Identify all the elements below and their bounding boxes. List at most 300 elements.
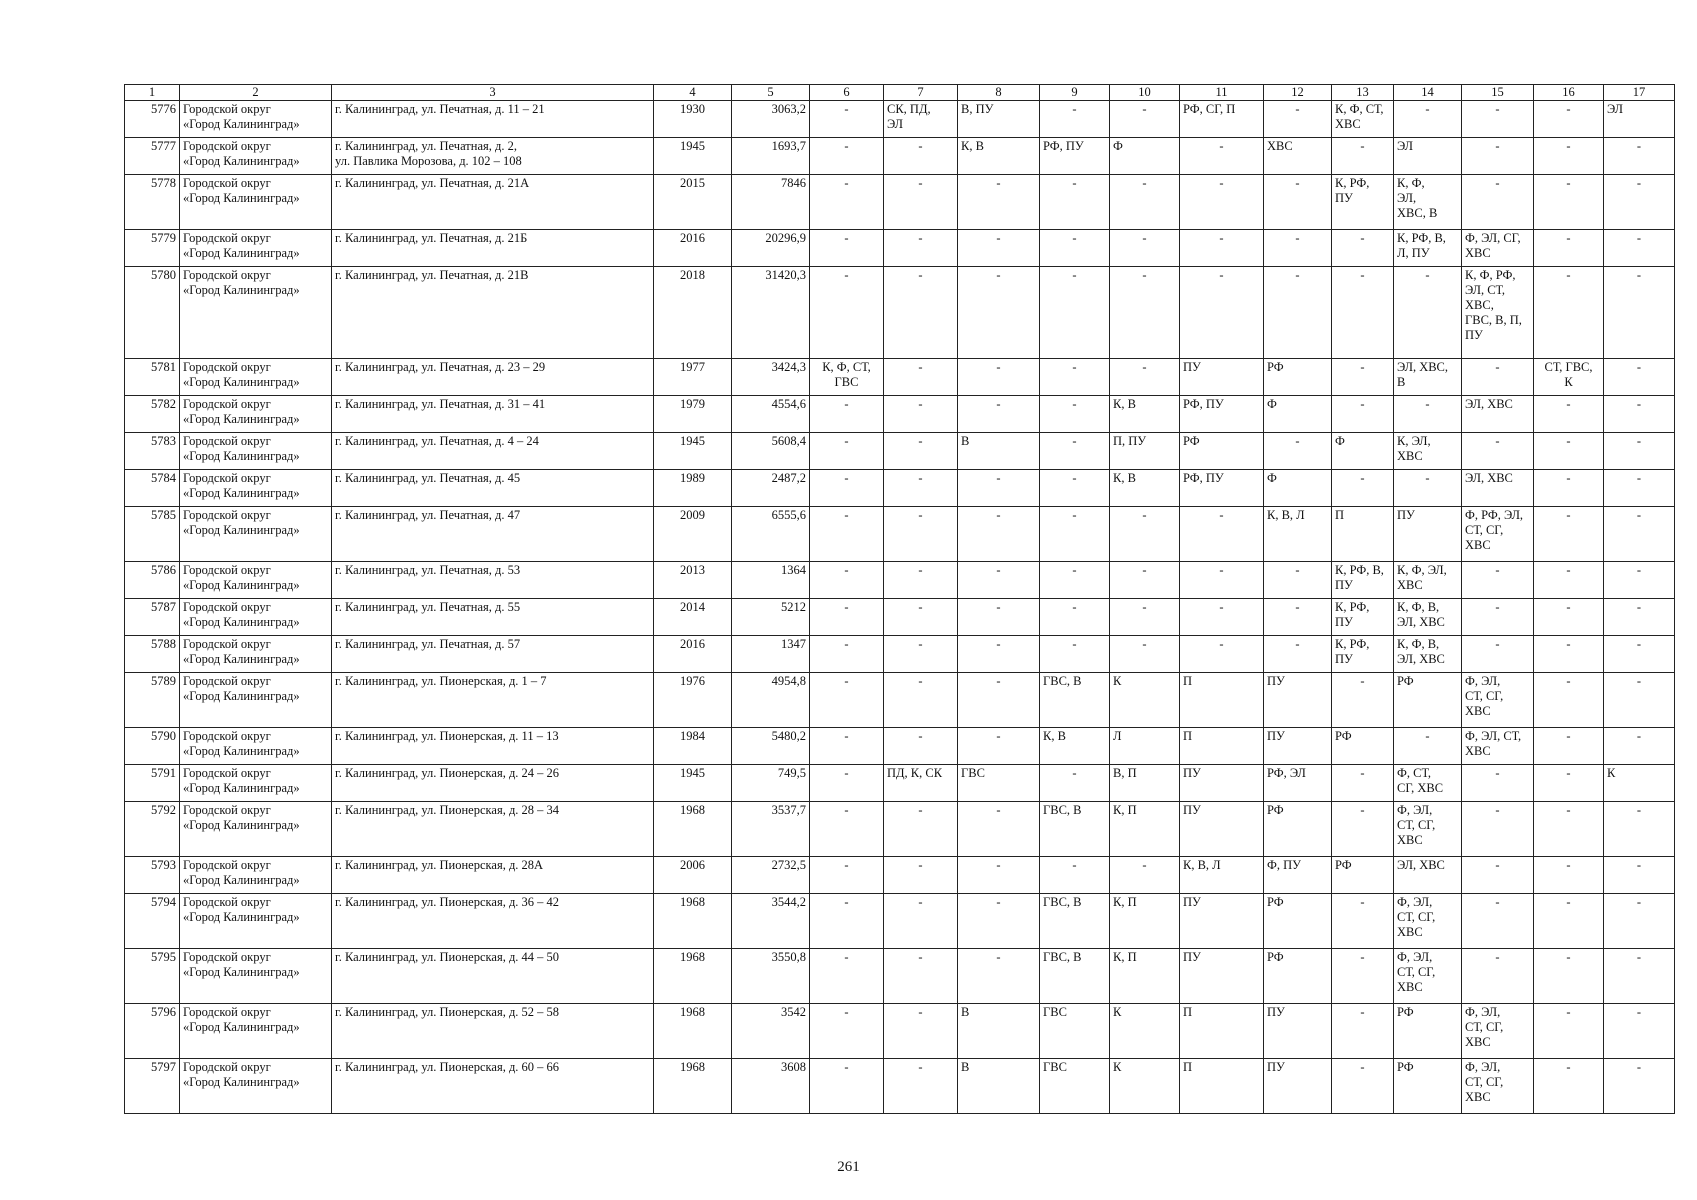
table-cell-col-17: - <box>1604 507 1675 562</box>
table-cell-col-12: - <box>1264 267 1332 359</box>
column-header-2: 2 <box>180 85 332 101</box>
table-cell-col-4: 1968 <box>654 949 732 1004</box>
table-cell-col-3: г. Калининград, ул. Печатная, д. 2, ул. Павлика Морозова, д. 102 – 108 <box>332 138 654 175</box>
table-cell-col-9: - <box>1040 599 1110 636</box>
table-cell-col-14: К, Ф, В, ЭЛ, ХВС <box>1394 599 1462 636</box>
table-row <box>125 433 1675 470</box>
table-cell-col-9: - <box>1040 636 1110 673</box>
table-cell-col-1: 5786 <box>125 562 180 599</box>
table-cell-col-12: - <box>1264 230 1332 267</box>
column-header-11: 11 <box>1180 85 1264 101</box>
table-cell-col-16: - <box>1534 267 1604 359</box>
table-cell-col-14: РФ <box>1394 1059 1462 1114</box>
table-cell-col-3: г. Калининград, ул. Пионерская, д. 60 – 66 <box>332 1059 654 1114</box>
table-cell-col-4: 2015 <box>654 175 732 230</box>
table-cell-col-9: - <box>1040 562 1110 599</box>
table-cell-col-14: ЭЛ, ХВС, В <box>1394 359 1462 396</box>
table-cell-col-10: - <box>1110 562 1180 599</box>
table-cell-col-1: 5777 <box>125 138 180 175</box>
table-cell-col-14: К, Ф, ЭЛ, ХВС, В <box>1394 175 1462 230</box>
table-cell-col-8: - <box>958 470 1040 507</box>
table-cell-col-6: - <box>810 433 884 470</box>
table-row <box>125 138 1675 175</box>
table-cell-col-7: - <box>884 267 958 359</box>
table-cell-col-16: - <box>1534 765 1604 802</box>
buildings-table <box>124 84 1675 1114</box>
table-cell-col-15: К, Ф, РФ, ЭЛ, СТ, ХВС, ГВС, В, П, ПУ <box>1462 267 1534 359</box>
table-cell-col-12: Ф, ПУ <box>1264 857 1332 894</box>
table-row <box>125 267 1675 359</box>
table-cell-col-2: Городской округ «Город Калининград» <box>180 1004 332 1059</box>
table-cell-col-9: - <box>1040 396 1110 433</box>
table-row <box>125 396 1675 433</box>
table-cell-col-1: 5779 <box>125 230 180 267</box>
table-row <box>125 765 1675 802</box>
table-cell-col-12: ПУ <box>1264 673 1332 728</box>
table-cell-col-15: ЭЛ, ХВС <box>1462 396 1534 433</box>
table-cell-col-1: 5784 <box>125 470 180 507</box>
table-cell-col-3: г. Калининград, ул. Печатная, д. 23 – 29 <box>332 359 654 396</box>
table-cell-col-15: - <box>1462 101 1534 138</box>
table-cell-col-1: 5790 <box>125 728 180 765</box>
table-cell-col-9: - <box>1040 175 1110 230</box>
table-cell-col-9: ГВС, В <box>1040 949 1110 1004</box>
table-cell-col-4: 2009 <box>654 507 732 562</box>
table-cell-col-9: ГВС, В <box>1040 673 1110 728</box>
table-cell-col-3: г. Калининград, ул. Пионерская, д. 11 – 13 <box>332 728 654 765</box>
table-cell-col-4: 2013 <box>654 562 732 599</box>
table-row <box>125 802 1675 857</box>
table-cell-col-14: - <box>1394 728 1462 765</box>
table-cell-col-16: - <box>1534 857 1604 894</box>
table-cell-col-9: К, В <box>1040 728 1110 765</box>
table-cell-col-15: - <box>1462 562 1534 599</box>
table-cell-col-5: 5608,4 <box>732 433 810 470</box>
table-cell-col-11: К, В, Л <box>1180 857 1264 894</box>
table-cell-col-2: Городской округ «Город Калининград» <box>180 728 332 765</box>
table-cell-col-5: 3550,8 <box>732 949 810 1004</box>
table-cell-col-7: - <box>884 1059 958 1114</box>
table-cell-col-14: - <box>1394 267 1462 359</box>
table-cell-col-13: К, Ф, СТ, ХВС <box>1332 101 1394 138</box>
table-cell-col-8: - <box>958 673 1040 728</box>
table-cell-col-5: 6555,6 <box>732 507 810 562</box>
table-row <box>125 894 1675 949</box>
table-cell-col-10: К, В <box>1110 470 1180 507</box>
table-cell-col-5: 2732,5 <box>732 857 810 894</box>
table-row <box>125 949 1675 1004</box>
table-cell-col-4: 1968 <box>654 894 732 949</box>
column-header-5: 5 <box>732 85 810 101</box>
table-cell-col-9: ГВС <box>1040 1059 1110 1114</box>
table-cell-col-17: - <box>1604 673 1675 728</box>
table-cell-col-6: - <box>810 949 884 1004</box>
table-cell-col-11: П <box>1180 1059 1264 1114</box>
table-cell-col-11: - <box>1180 507 1264 562</box>
table-cell-col-3: г. Калининград, ул. Печатная, д. 45 <box>332 470 654 507</box>
table-cell-col-10: Ф <box>1110 138 1180 175</box>
table-cell-col-16: - <box>1534 230 1604 267</box>
table-cell-col-6: - <box>810 396 884 433</box>
table-cell-col-15: - <box>1462 599 1534 636</box>
table-cell-col-1: 5789 <box>125 673 180 728</box>
table-cell-col-12: ПУ <box>1264 728 1332 765</box>
table-cell-col-16: - <box>1534 802 1604 857</box>
table-cell-col-1: 5778 <box>125 175 180 230</box>
table-cell-col-9: ГВС, В <box>1040 802 1110 857</box>
table-cell-col-7: - <box>884 857 958 894</box>
table-cell-col-7: - <box>884 359 958 396</box>
table-cell-col-11: РФ, ПУ <box>1180 396 1264 433</box>
table-cell-col-13: Ф <box>1332 433 1394 470</box>
table-cell-col-17: - <box>1604 396 1675 433</box>
table-cell-col-13: - <box>1332 267 1394 359</box>
table-cell-col-7: - <box>884 138 958 175</box>
table-cell-col-12: Ф <box>1264 470 1332 507</box>
column-header-17: 17 <box>1604 85 1675 101</box>
table-cell-col-1: 5793 <box>125 857 180 894</box>
table-cell-col-10: - <box>1110 267 1180 359</box>
table-cell-col-6: - <box>810 728 884 765</box>
table-cell-col-11: РФ <box>1180 433 1264 470</box>
table-cell-col-13: К, РФ, ПУ <box>1332 636 1394 673</box>
table-cell-col-2: Городской округ «Город Калининград» <box>180 765 332 802</box>
table-cell-col-7: - <box>884 230 958 267</box>
table-cell-col-16: - <box>1534 470 1604 507</box>
table-cell-col-4: 1989 <box>654 470 732 507</box>
table-cell-col-15: - <box>1462 894 1534 949</box>
table-cell-col-12: - <box>1264 175 1332 230</box>
table-cell-col-12: РФ <box>1264 949 1332 1004</box>
table-cell-col-6: - <box>810 1004 884 1059</box>
table-cell-col-3: г. Калининград, ул. Пионерская, д. 52 – 58 <box>332 1004 654 1059</box>
table-cell-col-2: Городской округ «Город Калининград» <box>180 894 332 949</box>
table-cell-col-9: - <box>1040 507 1110 562</box>
table-cell-col-4: 2018 <box>654 267 732 359</box>
table-cell-col-8: - <box>958 230 1040 267</box>
table-cell-col-4: 1984 <box>654 728 732 765</box>
table-cell-col-11: - <box>1180 267 1264 359</box>
table-cell-col-15: - <box>1462 433 1534 470</box>
table-cell-col-6: - <box>810 599 884 636</box>
table-cell-col-17: ЭЛ <box>1604 101 1675 138</box>
table-cell-col-11: - <box>1180 230 1264 267</box>
table-cell-col-8: - <box>958 267 1040 359</box>
table-cell-col-10: - <box>1110 507 1180 562</box>
table-cell-col-5: 4954,8 <box>732 673 810 728</box>
table-cell-col-10: К <box>1110 673 1180 728</box>
table-body <box>125 101 1675 1114</box>
table-cell-col-15: Ф, ЭЛ, СГ, ХВС <box>1462 230 1534 267</box>
table-cell-col-14: Ф, ЭЛ, СТ, СГ, ХВС <box>1394 949 1462 1004</box>
table-cell-col-13: - <box>1332 359 1394 396</box>
table-cell-col-17: - <box>1604 470 1675 507</box>
table-cell-col-4: 1976 <box>654 673 732 728</box>
table-cell-col-5: 3424,3 <box>732 359 810 396</box>
table-cell-col-12: ПУ <box>1264 1059 1332 1114</box>
table-cell-col-8: - <box>958 562 1040 599</box>
table-cell-col-2: Городской округ «Город Калининград» <box>180 636 332 673</box>
table-cell-col-11: - <box>1180 599 1264 636</box>
table-cell-col-8: - <box>958 949 1040 1004</box>
table-cell-col-6: - <box>810 175 884 230</box>
table-cell-col-5: 1364 <box>732 562 810 599</box>
table-cell-col-1: 5791 <box>125 765 180 802</box>
table-cell-col-8: - <box>958 894 1040 949</box>
table-cell-col-9: - <box>1040 470 1110 507</box>
table-cell-col-1: 5781 <box>125 359 180 396</box>
table-cell-col-8: - <box>958 636 1040 673</box>
table-cell-col-3: г. Калининград, ул. Печатная, д. 11 – 21 <box>332 101 654 138</box>
table-cell-col-13: - <box>1332 765 1394 802</box>
table-cell-col-13: - <box>1332 138 1394 175</box>
table-cell-col-17: - <box>1604 562 1675 599</box>
table-cell-col-10: К, В <box>1110 396 1180 433</box>
column-header-10: 10 <box>1110 85 1180 101</box>
table-cell-col-8: - <box>958 359 1040 396</box>
table-cell-col-1: 5783 <box>125 433 180 470</box>
table-cell-col-10: - <box>1110 857 1180 894</box>
table-cell-col-15: ЭЛ, ХВС <box>1462 470 1534 507</box>
table-cell-col-13: - <box>1332 470 1394 507</box>
table-cell-col-6: - <box>810 765 884 802</box>
table-row <box>125 562 1675 599</box>
table-cell-col-12: - <box>1264 101 1332 138</box>
table-cell-col-6: - <box>810 562 884 599</box>
column-header-14: 14 <box>1394 85 1462 101</box>
table-row <box>125 1059 1675 1114</box>
table-cell-col-3: г. Калининград, ул. Пионерская, д. 1 – 7 <box>332 673 654 728</box>
table-cell-col-15: - <box>1462 636 1534 673</box>
table-cell-col-2: Городской округ «Город Калининград» <box>180 802 332 857</box>
table-cell-col-3: г. Калининград, ул. Печатная, д. 21Б <box>332 230 654 267</box>
table-cell-col-14: - <box>1394 470 1462 507</box>
table-cell-col-2: Городской округ «Город Калининград» <box>180 857 332 894</box>
table-cell-col-10: - <box>1110 636 1180 673</box>
column-header-16: 16 <box>1534 85 1604 101</box>
table-cell-col-8: - <box>958 507 1040 562</box>
table-cell-col-2: Городской округ «Город Калининград» <box>180 101 332 138</box>
table-cell-col-10: П, ПУ <box>1110 433 1180 470</box>
table-cell-col-5: 5480,2 <box>732 728 810 765</box>
header-row <box>125 85 1675 101</box>
table-cell-col-14: ПУ <box>1394 507 1462 562</box>
table-cell-col-1: 5794 <box>125 894 180 949</box>
table-cell-col-7: - <box>884 175 958 230</box>
table-cell-col-2: Городской округ «Город Калининград» <box>180 175 332 230</box>
table-cell-col-11: РФ, ПУ <box>1180 470 1264 507</box>
table-cell-col-14: Ф, СТ, СГ, ХВС <box>1394 765 1462 802</box>
table-cell-col-14: Ф, ЭЛ, СТ, СГ, ХВС <box>1394 802 1462 857</box>
table-cell-col-10: - <box>1110 175 1180 230</box>
table-cell-col-3: г. Калининград, ул. Печатная, д. 57 <box>332 636 654 673</box>
table-cell-col-13: К, РФ, ПУ <box>1332 175 1394 230</box>
table-cell-col-6: - <box>810 636 884 673</box>
table-cell-col-7: - <box>884 802 958 857</box>
table-cell-col-17: - <box>1604 949 1675 1004</box>
table-cell-col-6: - <box>810 802 884 857</box>
table-cell-col-14: ЭЛ, ХВС <box>1394 857 1462 894</box>
table-cell-col-9: - <box>1040 359 1110 396</box>
table-cell-col-6: - <box>810 1059 884 1114</box>
table-cell-col-9: - <box>1040 230 1110 267</box>
table-cell-col-16: - <box>1534 138 1604 175</box>
table-cell-col-4: 1945 <box>654 433 732 470</box>
table-cell-col-16: СТ, ГВС, К <box>1534 359 1604 396</box>
column-header-8: 8 <box>958 85 1040 101</box>
table-cell-col-7: - <box>884 1004 958 1059</box>
table-cell-col-3: г. Калининград, ул. Пионерская, д. 36 – 42 <box>332 894 654 949</box>
table-cell-col-3: г. Калининград, ул. Пионерская, д. 28 – 34 <box>332 802 654 857</box>
table-cell-col-2: Городской округ «Город Калининград» <box>180 359 332 396</box>
table-cell-col-5: 3542 <box>732 1004 810 1059</box>
table-cell-col-2: Городской округ «Город Калининград» <box>180 507 332 562</box>
table-cell-col-13: - <box>1332 1004 1394 1059</box>
table-cell-col-6: - <box>810 673 884 728</box>
table-cell-col-10: К <box>1110 1004 1180 1059</box>
column-header-4: 4 <box>654 85 732 101</box>
table-cell-col-3: г. Калининград, ул. Печатная, д. 47 <box>332 507 654 562</box>
table-cell-col-7: - <box>884 396 958 433</box>
table-cell-col-14: К, Ф, В, ЭЛ, ХВС <box>1394 636 1462 673</box>
table-cell-col-13: - <box>1332 894 1394 949</box>
table-cell-col-11: - <box>1180 562 1264 599</box>
table-cell-col-4: 2016 <box>654 230 732 267</box>
table-cell-col-2: Городской округ «Город Калининград» <box>180 1059 332 1114</box>
table-cell-col-13: - <box>1332 396 1394 433</box>
table-cell-col-5: 4554,6 <box>732 396 810 433</box>
table-cell-col-7: - <box>884 636 958 673</box>
table-cell-col-3: г. Калининград, ул. Печатная, д. 53 <box>332 562 654 599</box>
table-cell-col-9: ГВС, В <box>1040 894 1110 949</box>
table-cell-col-2: Городской округ «Город Калининград» <box>180 267 332 359</box>
table-cell-col-17: - <box>1604 894 1675 949</box>
table-cell-col-5: 7846 <box>732 175 810 230</box>
table-cell-col-15: - <box>1462 765 1534 802</box>
table-cell-col-12: - <box>1264 636 1332 673</box>
table-cell-col-16: - <box>1534 599 1604 636</box>
table-row <box>125 673 1675 728</box>
table-cell-col-13: - <box>1332 802 1394 857</box>
table-cell-col-16: - <box>1534 101 1604 138</box>
table-cell-col-1: 5792 <box>125 802 180 857</box>
table-cell-col-8: В, ПУ <box>958 101 1040 138</box>
column-header-6: 6 <box>810 85 884 101</box>
table-row <box>125 507 1675 562</box>
table-row <box>125 101 1675 138</box>
table-cell-col-16: - <box>1534 894 1604 949</box>
table-cell-col-17: - <box>1604 359 1675 396</box>
table-cell-col-3: г. Калининград, ул. Печатная, д. 21В <box>332 267 654 359</box>
table-cell-col-14: РФ <box>1394 673 1462 728</box>
table-cell-col-5: 1693,7 <box>732 138 810 175</box>
table-cell-col-17: - <box>1604 267 1675 359</box>
table-row <box>125 230 1675 267</box>
table-cell-col-12: К, В, Л <box>1264 507 1332 562</box>
table-cell-col-12: РФ, ЭЛ <box>1264 765 1332 802</box>
table-cell-col-16: - <box>1534 175 1604 230</box>
table-cell-col-12: - <box>1264 562 1332 599</box>
table-cell-col-13: К, РФ, В, ПУ <box>1332 562 1394 599</box>
table-cell-col-11: П <box>1180 728 1264 765</box>
table-cell-col-3: г. Калининград, ул. Печатная, д. 21А <box>332 175 654 230</box>
table-cell-col-1: 5796 <box>125 1004 180 1059</box>
table-cell-col-5: 20296,9 <box>732 230 810 267</box>
table-cell-col-10: К, П <box>1110 894 1180 949</box>
table-cell-col-15: Ф, ЭЛ, СТ, ХВС <box>1462 728 1534 765</box>
table-cell-col-5: 2487,2 <box>732 470 810 507</box>
table-cell-col-17: К <box>1604 765 1675 802</box>
table-cell-col-5: 3537,7 <box>732 802 810 857</box>
table-cell-col-2: Городской округ «Город Калининград» <box>180 433 332 470</box>
table-cell-col-15: - <box>1462 175 1534 230</box>
table-cell-col-15: - <box>1462 359 1534 396</box>
table-cell-col-13: - <box>1332 230 1394 267</box>
table-cell-col-2: Городской округ «Город Калининград» <box>180 396 332 433</box>
table-cell-col-3: г. Калининград, ул. Пионерская, д. 28А <box>332 857 654 894</box>
table-cell-col-10: - <box>1110 230 1180 267</box>
table-cell-col-14: - <box>1394 396 1462 433</box>
table-cell-col-9: ГВС <box>1040 1004 1110 1059</box>
table-cell-col-16: - <box>1534 728 1604 765</box>
table-cell-col-15: Ф, ЭЛ, СТ, СГ, ХВС <box>1462 1004 1534 1059</box>
table-cell-col-16: - <box>1534 1004 1604 1059</box>
table-cell-col-4: 2014 <box>654 599 732 636</box>
table-cell-col-14: ЭЛ <box>1394 138 1462 175</box>
table-cell-col-15: Ф, ЭЛ, СТ, СГ, ХВС <box>1462 673 1534 728</box>
table-cell-col-7: - <box>884 470 958 507</box>
table-cell-col-8: - <box>958 599 1040 636</box>
table-cell-col-5: 3063,2 <box>732 101 810 138</box>
table-cell-col-6: - <box>810 470 884 507</box>
table-cell-col-16: - <box>1534 949 1604 1004</box>
table-cell-col-16: - <box>1534 562 1604 599</box>
table-cell-col-17: - <box>1604 175 1675 230</box>
table-cell-col-6: - <box>810 138 884 175</box>
table-cell-col-2: Городской округ «Город Калининград» <box>180 138 332 175</box>
table-cell-col-12: РФ <box>1264 802 1332 857</box>
table-cell-col-14: РФ <box>1394 1004 1462 1059</box>
table-cell-col-1: 5795 <box>125 949 180 1004</box>
table-cell-col-17: - <box>1604 230 1675 267</box>
table-cell-col-8: - <box>958 728 1040 765</box>
table-cell-col-8: - <box>958 175 1040 230</box>
table-cell-col-7: - <box>884 728 958 765</box>
table-cell-col-1: 5776 <box>125 101 180 138</box>
column-header-7: 7 <box>884 85 958 101</box>
table-cell-col-4: 1930 <box>654 101 732 138</box>
table-cell-col-4: 1968 <box>654 1004 732 1059</box>
table-row <box>125 857 1675 894</box>
table-cell-col-10: К <box>1110 1059 1180 1114</box>
table-cell-col-5: 3544,2 <box>732 894 810 949</box>
table-cell-col-10: - <box>1110 599 1180 636</box>
table-cell-col-8: К, В <box>958 138 1040 175</box>
table-cell-col-8: В <box>958 1059 1040 1114</box>
table-cell-col-4: 2016 <box>654 636 732 673</box>
table-cell-col-6: - <box>810 267 884 359</box>
table-cell-col-3: г. Калининград, ул. Печатная, д. 55 <box>332 599 654 636</box>
column-header-3: 3 <box>332 85 654 101</box>
table-cell-col-16: - <box>1534 1059 1604 1114</box>
table-cell-col-17: - <box>1604 1004 1675 1059</box>
column-header-9: 9 <box>1040 85 1110 101</box>
table-cell-col-10: К, П <box>1110 949 1180 1004</box>
table-cell-col-15: Ф, РФ, ЭЛ, СТ, СГ, ХВС <box>1462 507 1534 562</box>
table-cell-col-5: 31420,3 <box>732 267 810 359</box>
table-cell-col-13: - <box>1332 1059 1394 1114</box>
table-cell-col-12: РФ <box>1264 359 1332 396</box>
